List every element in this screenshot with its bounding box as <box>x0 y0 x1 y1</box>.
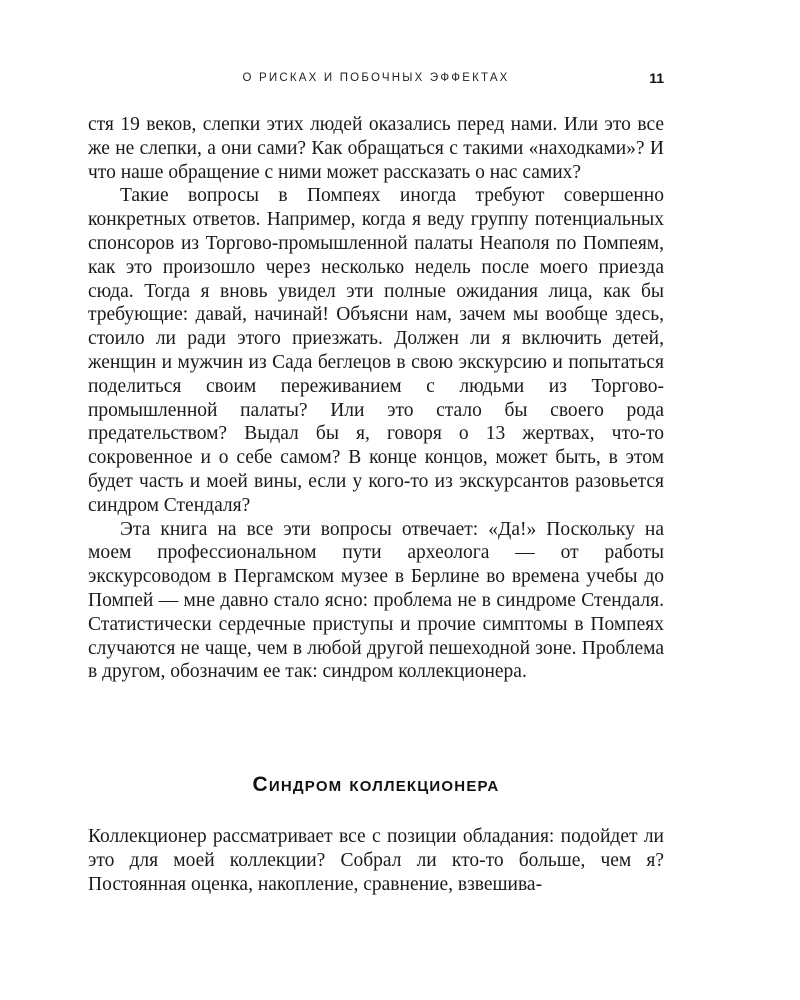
running-head <box>88 72 664 92</box>
section-body-text <box>88 825 664 896</box>
body-text <box>88 113 664 684</box>
running-title: О РИСКАХ И ПОБОЧНЫХ ЭФФЕКТАХ <box>242 72 510 84</box>
page-number: 11 <box>649 70 664 86</box>
paragraph: Такие вопросы в Помпеях иногда требуют совершенно конкретных ответов. Например, когда я веду группу потенциальных спонсоров из Торгово-промышленной палаты Неаполя по Помпеям, как это произошло через несколько недель после моего приезда сюда. Тогда я вновь увидел эти полные ожидания лица, как бы требующие: давай, начинай! Объясни нам, зачем мы вообще здесь, стоило ли ради этого приезжать. Должен ли я включить детей, женщин и мужчин из Сада беглецов в свою экскурсию и попытаться поделиться своим переживанием с людьми из Торгово-промышленной палаты? Или это стало бы своего рода предательством? Выдал бы я, говоря о 13 жертвах, что-то сокровенное и о себе самом? В конце концов, может быть, в этом будет часть и моей вины, если у кого-то из экскурсантов разовьется синдром Стендаля? <box>88 185 664 516</box>
paragraph-continued: стя 19 веков, слепки этих людей оказались перед нами. Или это все же не слепки, а они сами? Как обращаться с такими «находками»? И что наше обращение с ними может рассказать о нас самих? <box>88 114 664 183</box>
paragraph: Эта книга на все эти вопросы отвечает: «Да!» Поскольку на моем профессиональном пути археолога — от работы экскурсоводом в Пергамском музее в Берлине во времена учебы до Помпей — мне давно стало ясно: проблема не в синдроме Стендаля. Статистически сердечные приступы и прочие симптомы в Помпеях случаются не чаще, чем в любой другой пешеходной зоне. Проблема в другом, обозначим ее так: синдром коллекционера. <box>88 518 664 683</box>
section-heading: Синдром коллекционера <box>252 773 500 796</box>
paragraph: Коллекционер рассматривает все с позиции обладания: подойдет ли это для моей коллекции? Собрал ли кто-то больше, чем я? Постоянная оценка, накопление, сравнение, взвешива- <box>88 826 664 895</box>
